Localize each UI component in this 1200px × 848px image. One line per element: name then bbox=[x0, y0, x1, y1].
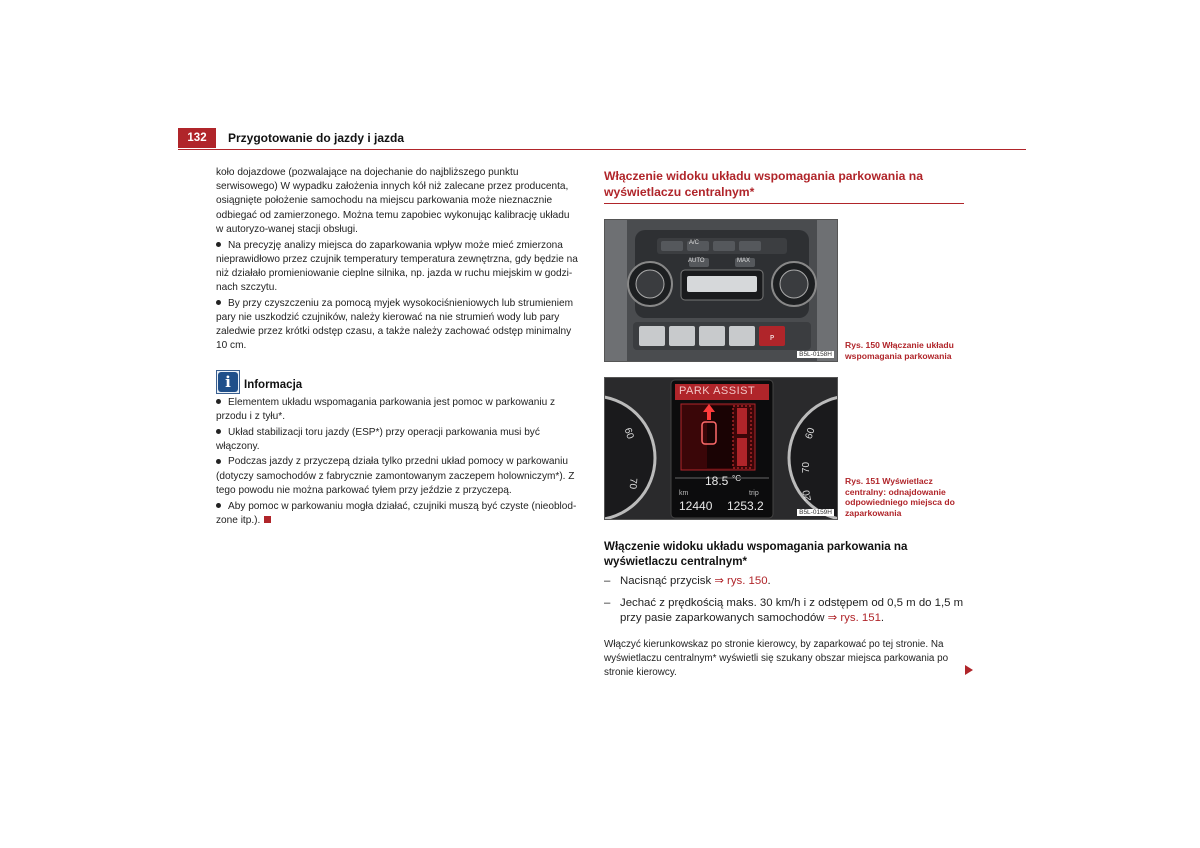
left-column bbox=[216, 166, 578, 529]
step-dash: – bbox=[604, 597, 611, 609]
intro-paragraph: koło dojazdowe (pozwalające na dojechanie do najbliższego punktu serwisowego) W wypadku założenia innych kół niż zalecane przez producenta, osiągnięte położenie samochodu na miejscu parkowania może nieznacznie odbiegać od zamierzonego. Można temu zapobiec wykonując kalibrację układu w autoryzo-wanej stacji obsługi. bbox=[216, 167, 570, 235]
svg-text:P: P bbox=[769, 334, 775, 342]
km-label: km bbox=[679, 490, 689, 497]
figure-code: B5L-0159H bbox=[799, 509, 832, 516]
procedure-step bbox=[604, 574, 964, 589]
step-end: . bbox=[767, 575, 771, 587]
section-end-icon bbox=[264, 516, 271, 523]
max-label: MAX bbox=[737, 258, 751, 264]
odometer-value: 12440 bbox=[679, 499, 713, 513]
bullet-item bbox=[216, 297, 578, 354]
figure-cluster-display bbox=[604, 377, 838, 520]
page-number: 132 bbox=[178, 128, 216, 148]
bullet-item bbox=[216, 239, 578, 296]
trip-value: 1253.2 bbox=[727, 499, 764, 513]
gauge-right-label: 60 bbox=[803, 426, 818, 441]
auto-label: AUTO bbox=[688, 258, 705, 264]
bullet-text: Na precyzję analizy miejsca do zaparkowania wpływ może mieć zmierzona nieprawidłowo przez czujnik temperatury temperatura zewnętrzna, gdy będzie na niż działało promieniowanie cieplne silnika, np. jazda w ruchu miejskim w godzi-nach szczytu. bbox=[216, 239, 578, 294]
bullet-dot-icon bbox=[216, 300, 221, 305]
temperature-value: 18.5 bbox=[705, 474, 729, 488]
step-text: Jechać z prędkością maks. 30 km/h i z odstępem od 0,5 m do 1,5 m przy pasie zaparkowanych samochodów bbox=[620, 597, 964, 625]
info-bullet-text: Układ stabilizacji toru jazdy (ESP*) przy operacji parkowania musi być włączony. bbox=[216, 426, 540, 452]
bullet-text: By przy czyszczeniu za pomocą myjek wysokociśnieniowych lub strumieniem pary nie uszkodzić czujników, należy kierować na nie strumień wody lub pary zaledwie przez krótki odstęp czasu, a także należy zachować odstęp minimalny 10 cm. bbox=[216, 297, 573, 352]
bullet-dot-icon bbox=[216, 242, 221, 247]
procedure-heading: Włączenie widoku układu wspomagania parkowania na wyświetlaczu centralnym* bbox=[604, 540, 908, 568]
climate-panel-illustration bbox=[605, 220, 838, 362]
gauge-left-label: 70 bbox=[626, 477, 639, 490]
info-bullet bbox=[216, 396, 578, 424]
figure-reference-link[interactable]: ⇒ rys. 151 bbox=[827, 612, 881, 625]
bullet-dot-icon bbox=[216, 503, 221, 508]
trip-label: trip bbox=[749, 490, 759, 497]
park-assist-title: PARK ASSIST bbox=[679, 385, 756, 397]
next-page-arrow-icon bbox=[965, 665, 973, 675]
info-block bbox=[216, 370, 578, 528]
page-header bbox=[178, 128, 1026, 150]
section-title: Włączenie widoku układu wspomagania parkowania na wyświetlaczu centralnym* bbox=[604, 169, 964, 204]
info-icon-glyph: i bbox=[218, 372, 238, 392]
chapter-title: Przygotowanie do jazdy i jazda bbox=[228, 131, 405, 145]
figure-caption: Rys. 150 Włączanie układu wspomagania parkowania bbox=[845, 340, 954, 361]
info-bullet bbox=[216, 500, 578, 528]
info-header bbox=[216, 370, 578, 394]
step-end: . bbox=[880, 612, 885, 625]
step-text: Nacisnąć przycisk bbox=[620, 575, 715, 587]
figure-climate-panel bbox=[604, 219, 838, 362]
info-icon bbox=[216, 370, 240, 394]
closing-paragraph: Włączyć kierunkowskaz po stronie kierowcy, by zaparkować po tej stronie. Na wyświetlaczu centralnym* wyświetli się szukany obszar miejsca parkowania po stronie kierowcy. bbox=[604, 639, 949, 678]
info-bullet-text: Elementem układu wspomagania parkowania jest pomoc w parkowaniu z przodu i z tyłu*. bbox=[216, 396, 556, 422]
temperature-unit: °C bbox=[732, 474, 741, 483]
info-bullet-text: Podczas jazdy z przyczepą działa tylko przedni układ pomocy w parkowaniu (dotyczy samochodów z fabrycznie zamontowanym zaczepem holowniczym*). Z tego powodu nie można parkować tyłem przy jeździe z przyczepą. bbox=[216, 456, 575, 496]
step-dash: – bbox=[604, 575, 611, 587]
info-bullet bbox=[216, 426, 578, 454]
procedure-step bbox=[604, 596, 964, 626]
info-bullet-text: Aby pomoc w parkowaniu mogła działać, czujniki muszą być czyste (nieoblod-zone itp.). bbox=[216, 500, 577, 526]
bullet-dot-icon bbox=[216, 459, 221, 464]
figure-code: B5L-0158H bbox=[799, 351, 832, 358]
ac-label: A/C bbox=[689, 240, 700, 246]
figure-reference-link[interactable]: ⇒ rys. 150 bbox=[714, 575, 768, 587]
bullet-dot-icon bbox=[216, 429, 221, 434]
gauge-right-label: 70 bbox=[801, 461, 813, 474]
gauge-left-label: 60 bbox=[621, 426, 636, 441]
gauge-right-label: 20 bbox=[801, 489, 814, 502]
info-bullet bbox=[216, 455, 578, 498]
bullet-dot-icon bbox=[216, 399, 221, 404]
info-title: Informacja bbox=[244, 379, 303, 392]
figure-caption: Rys. 151 Wyświetlacz centralny: odnajdowanie odpowiedniego miejsca do zaparkowania bbox=[845, 476, 955, 518]
